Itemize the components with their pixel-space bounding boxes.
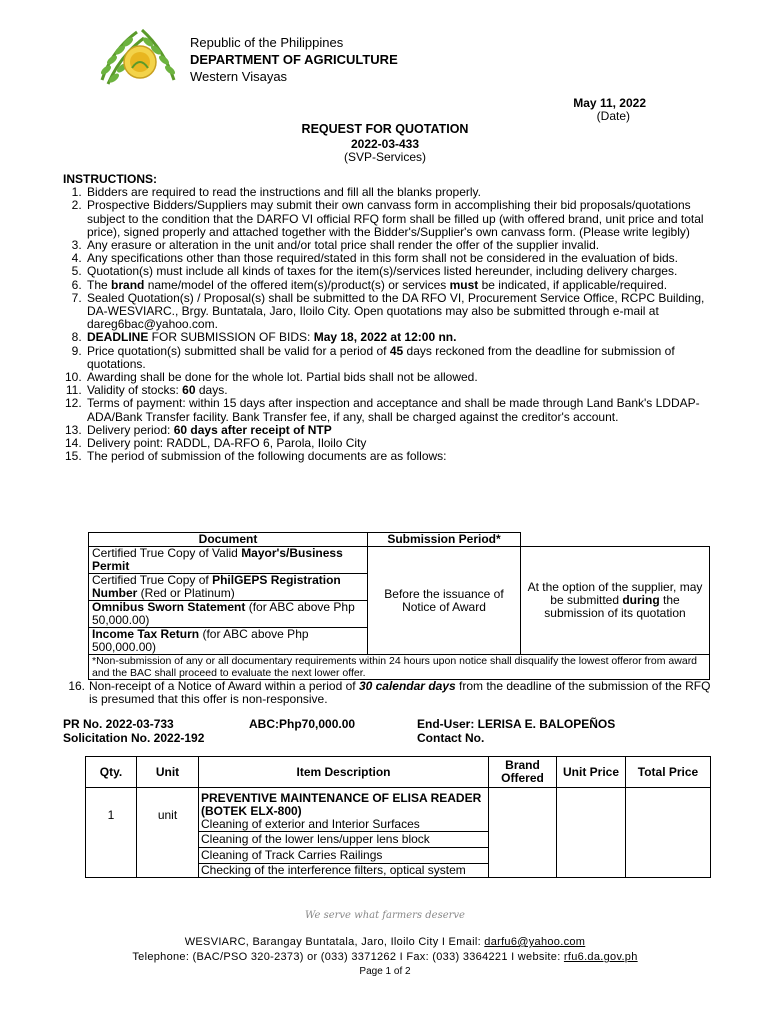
footer-email-link[interactable]: darfu6@yahoo.com [484,936,586,948]
col-total-price: Total Price [626,757,711,788]
item-description-head [199,788,489,832]
contact-number: Contact No. [417,731,485,745]
text-run: Certified True Copy of Valid [92,546,242,560]
text-run: Any erasure or alteration in the unit and/or total price shall render the offer of the supplier invalid. [87,238,600,253]
item-line: Checking of the interference filters, optical system [199,864,489,878]
documents-table [88,532,710,680]
footer-address-line [0,936,770,948]
item-line: Cleaning of the lower lens/upper lens block [199,832,489,848]
doc-row [89,547,368,574]
footer-phone: Telephone: (BAC/PSO 320-2373) or (033) 3371262 I Fax: (033) 3364221 I website: [132,951,561,963]
brand-cell[interactable] [489,788,557,878]
text-run: Any specifications other than those required/stated in this form shall not be considered in the evaluation of bids. [87,251,679,266]
item-line: Cleaning of Track Carries Railings [199,848,489,864]
text-run: be indicated, if applicable/required. [478,277,668,292]
bold-text: brand [111,277,145,292]
da-logo [92,20,184,92]
item16-bold: 30 calendar days [358,679,456,693]
text-run: Quotation(s) must include all kinds of taxes for the item(s)/services listed hereunder, including delivery charges. [87,264,678,279]
item-title: PREVENTIVE MAINTENANCE OF ELISA READER (BOTEK ELX-800) [201,791,482,818]
item-line: Cleaning of exterior and Interior Surfaces [201,817,420,831]
text-run: the submission of its quotation [544,593,686,620]
text-run: days. [195,383,228,398]
footer-website-link[interactable]: rfu6.da.gov.ph [563,951,638,963]
col-brand: Brand Offered [489,757,557,788]
bold-text: during [622,593,660,607]
col-unit: Unit [137,757,199,788]
col-qty: Qty. [86,757,137,788]
text-run: Prospective Bidders/Suppliers may submit their own canvass form in accomplishing their bid proposals/quotations subject to the condition that the DARFO VI official RFQ form shall be filled up (with offered brand, unit price and total price), signed properly and attached together with the Bidder's/Supplier's own canvass form. (Please write legibly) [87,198,704,239]
text-run: Bidders are required to read the instructions and fill all the blanks properly. [87,185,481,200]
text-run: (Red or Platinum) [137,586,235,600]
item-qty [86,788,137,878]
header-department: DEPARTMENT OF AGRICULTURE [190,52,398,67]
text-run: Terms of payment: within 15 days after inspection and acceptance and shall be made through Land Bank's LDDAP-ADA/Bank Transfer facility. Bank Transfer fee, if any, shall be charged against the creditor's account. [87,396,700,424]
solicitation-number: Solicitation No. 2022-192 [63,731,205,745]
col-description: Item Description [199,757,489,788]
text-run: (for ABC above Php 500,000.00) [92,627,309,654]
rfq-number: 2022-03-433 [350,137,420,151]
bold-text: Income Tax Return [92,627,200,641]
text-run: Awarding shall be done for the whole lot. Partial bids shall not be allowed. [87,370,478,385]
instruction-item [85,345,713,371]
instructions-list [63,186,713,463]
instruction-item [85,199,713,239]
doc-col-blank [521,533,710,547]
bold-text: 60 [182,383,196,398]
bold-text: Mayor's/Business Permit [92,546,343,573]
bold-text: DEADLINE [87,330,149,345]
doc-row [89,574,368,601]
instruction-16 [63,680,713,706]
unit-price-cell[interactable] [557,788,626,878]
text-run: days reckoned from the deadline for submission of quotations. [87,343,675,371]
text-run: At the option of the supplier, may be submitted [527,580,703,607]
abc-amount: ABC:Php70,000.00 [249,717,356,731]
header-republic: Republic of the Philippines [190,35,344,50]
text-run: FOR SUBMISSION OF BIDS: [148,330,314,345]
item16-text [89,680,713,706]
text-run: The period of submission of the following documents are as follows: [87,449,447,464]
instruction-item [85,292,713,332]
text-run: Sealed Quotation(s) / Proposal(s) shall be submitted to the DA RFO VI, Procurement Service Office, RCPC Building, DA-WESVIARC., Brgy. Buntatala, Jaro, Iloilo City. Open quotations may also be submitted through e-mail at dareg6bac@yahoo.com. [87,290,705,332]
item16-post: from the deadline of the submission of the RFQ is presumed that this offer is non-responsive. [89,679,711,707]
text-run: Validity of stocks: [87,383,183,398]
bold-text: 60 days after receipt of NTP [173,422,332,437]
rfq-title: REQUEST FOR QUOTATION [301,122,469,136]
bold-text: May 18, 2022 at 12:00 nn. [313,330,457,345]
page-number: Page 1 of 2 [359,966,411,977]
total-price-cell[interactable] [626,788,711,878]
col-unit-price: Unit Price [557,757,626,788]
instructions [63,173,713,463]
instructions-heading: INSTRUCTIONS: [63,172,157,186]
doc-period-cell: Before the issuance of Notice of Award [368,547,521,655]
doc-option-cell [521,547,710,655]
footer-address: WESVIARC, Barangay Buntatala, Jaro, Iloilo City I Email: [184,936,481,948]
text-run: Delivery point: RADDL, DA-RFO 6, Parola, Iloilo City [87,436,367,451]
header-region: Western Visayas [190,69,288,84]
bold-text: Omnibus Sworn Statement [92,600,246,614]
doc-row [89,628,368,655]
bold-text: 45 [389,343,404,358]
doc-row [89,601,368,628]
text-run: (for ABC above Php 50,000.00) [92,600,355,627]
instruction-item [85,450,713,463]
text-run: name/model of the offered item(s)/product(s) or services [144,277,450,292]
item-unit [137,788,199,878]
da-seal-with-wheat-icon [92,20,184,92]
date-value: May 11, 2022 [573,96,646,110]
end-user: End-User: LERISA E. BALOPEÑOS [417,717,616,731]
item-qty-value: 1 [107,807,115,822]
bold-text: PhilGEPS Registration Number [92,573,341,600]
pr-number: PR No. 2022-03-733 [63,717,174,731]
items-table [85,756,711,878]
item16-number: 16. [68,679,85,693]
doc-col-document: Document [89,533,368,547]
bold-text: must [449,277,479,292]
text-run: Price quotation(s) submitted shall be valid for a period of [87,343,390,358]
footer-phone-line [0,951,770,963]
doc-note: *Non-submission of any or all documentary requirements within 24 hours upon notice shall disqualify the lowest offeror from award and the BAC shall proceed to evaluate the next lower offer. [89,655,710,680]
footer-tagline: We serve what farmers deserve [305,910,465,921]
item-unit-value: unit [157,807,178,822]
text-run: The [87,277,112,292]
text-run: Delivery period: [87,422,174,437]
instruction-item [85,397,713,423]
item16-pre: Non-receipt of a Notice of Award within a period of [89,679,359,693]
text-run: Certified True Copy of [92,573,213,587]
doc-col-period: Submission Period* [368,533,521,547]
rfq-type: (SVP-Services) [343,150,426,164]
date-label: (Date) [596,109,630,123]
